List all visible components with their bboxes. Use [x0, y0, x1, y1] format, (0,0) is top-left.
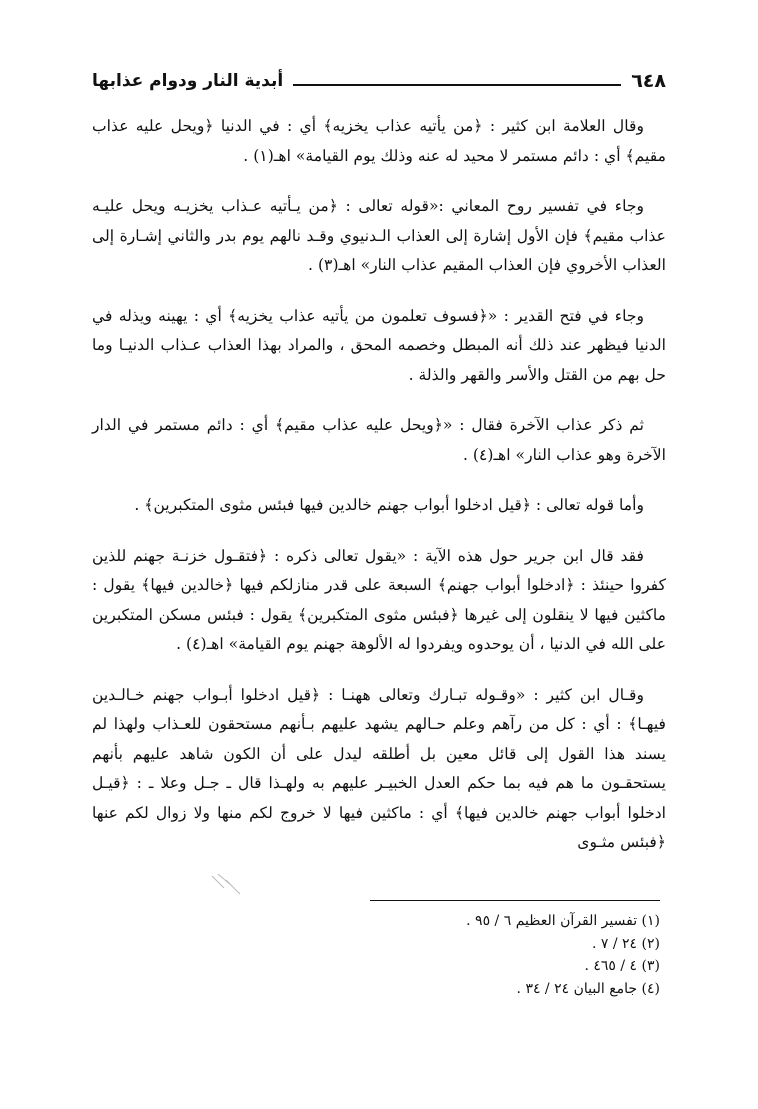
footnote: (٢) ٢٤ / ٧ .: [591, 935, 660, 952]
paragraph: ثم ذكر عذاب الآخرة فقال : «﴿ويحل عليه عذاب مقيم﴾ أي : دائم مستمر في الدار الآخرة وهو عذاب النار» اهـ(٤) .: [92, 416, 666, 464]
running-header: [92, 66, 666, 96]
page-number: ٦٤٨: [631, 70, 666, 92]
footnotes: [92, 910, 660, 1000]
footnote: (٤) جامع البيان ٢٤ / ٣٤ .: [516, 980, 660, 997]
running-title: أبدية النار ودوام عذابها: [92, 71, 284, 91]
scan-mark: [210, 872, 244, 896]
footnote-separator: [370, 900, 660, 901]
main-text: [92, 112, 666, 879]
header-rule: [293, 84, 621, 86]
paragraph: فقد قال ابن جرير حول هذه الآية : «يقول تعالى ذكره : ﴿فتقـول خزنـة جهنم للذين كفروا حينئذ : ﴿ادخلوا أبواب جهنم﴾ السبعة على قدر منازلكم فيها ﴿خالدين فيها﴾ يقول : ماكثين فيها لا ينقلون إلى غيرها ﴿فبئس مثوى المتكبرين﴾ يقول : فبئس مسكن المتكبرين على الله في الدنيا ، أن يوحدوه ويفردوا له الألوهة جهنم يوم القيامة» اهـ(٤) .: [92, 546, 666, 653]
paragraph: وجاء في تفسير روح المعاني :«قوله تعالى : ﴿من يـأتيه عـذاب يخزيـه ويحل عليـه عذاب مقيم﴾ فإن الأول إشارة إلى العذاب الـدنيوي وقـد نالهم يوم بدر والثاني إشـارة إلى العذاب الأخروي فإن العذاب المقيم عذاب النار» اهـ(٣) .: [92, 197, 666, 274]
paragraph: وأما قوله تعالى : ﴿قيل ادخلوا أبواب جهنم خالدين فيها فبئس مثوى المتكبرين﴾ .: [134, 496, 644, 514]
paragraph: وقـال ابن كثير : «وقـوله تبـارك وتعالى ههنـا : ﴿قيل ادخلوا أبـواب جهنم خـالـدين فيهـا﴾ : أي : كل من رآهم وعلم حـالهم يشهد عليهم بـأنهم مستحقون للعـذاب ولهذا لم يسند هذا القول إلى قائل معين بل أطلقه ليدل على أن الكون شاهد عليهم بأنهم يستحقـون ما هم فيه بما حكم العدل الخبيـر عليهم به ولهـذا قال ـ جـل وعلا ـ : ﴿قيـل ادخلوا أبواب جهنم خالدين فيها﴾ أي : ماكثين فيها لا خروج لكم منها ولا زوال لكم عنها ﴿فبئس مثـوى: [92, 685, 666, 851]
footnote: (١) تفسير القرآن العظيم ٦ / ٩٥ .: [466, 913, 660, 929]
paragraph: وقال العلامة ابن كثير : ﴿من يأتيه عذاب يخزيه﴾ أي : في الدنيا ﴿ويحل عليه عذاب مقيم﴾ أي : دائم مستمر لا محيد له عنه وذلك يوم القيامة» اهـ(١) .: [92, 117, 666, 165]
paragraph: وجاء في فتح القدير : «﴿فسوف تعلمون من يأتيه عذاب يخزيه﴾ أي : يهينه ويذله في الدنيا فيظهر عند ذلك أنه المبطل وخصمه المحق ، والمراد بهذا العذاب عـذاب الدنيـا وما حل بهم من القتل والأسر والقهر والذلة .: [92, 306, 666, 384]
footnote: (٣) ٤ / ٤٦٥ .: [584, 958, 660, 974]
